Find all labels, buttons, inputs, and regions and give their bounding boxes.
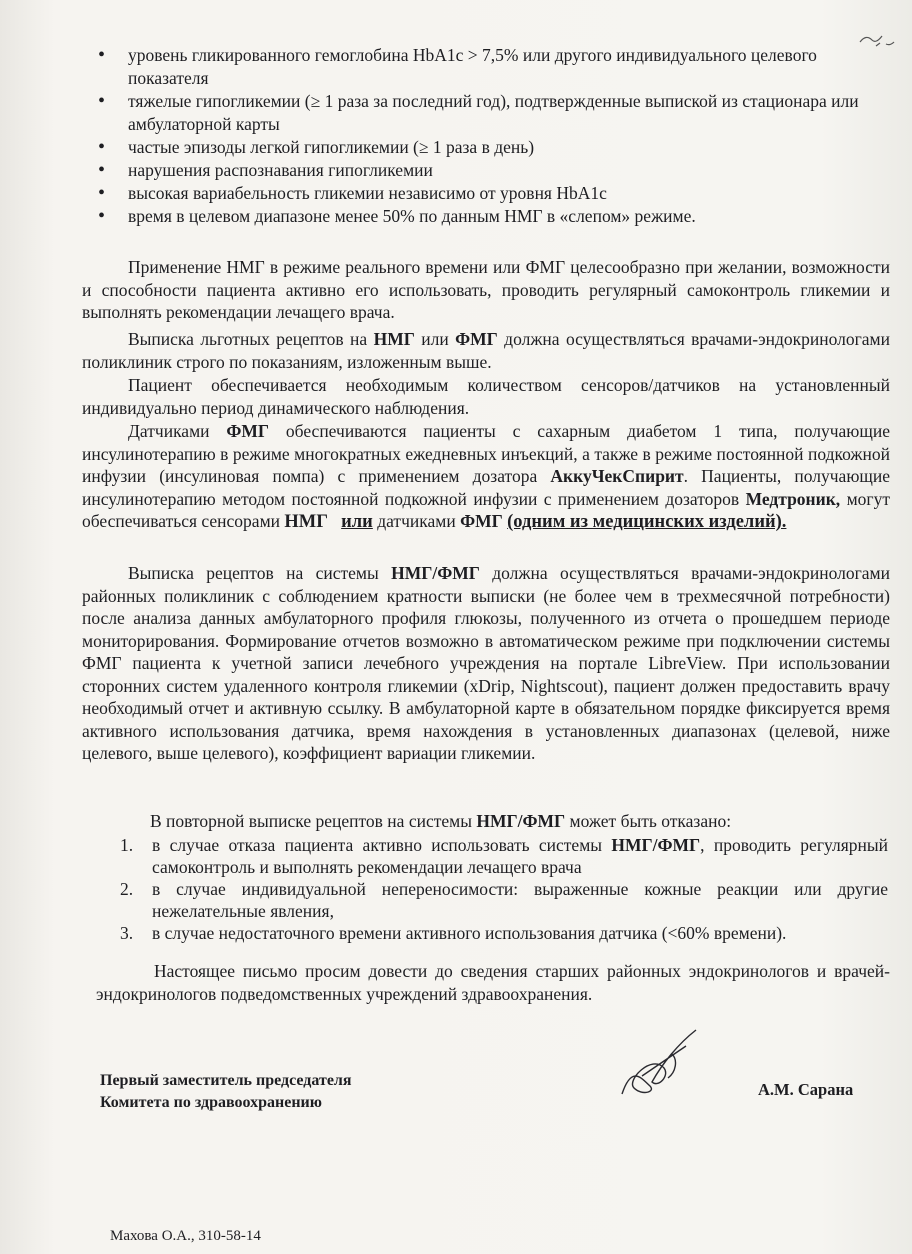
paragraph-fmg-sensors: Датчиками ФМГ обеспечиваются пациенты с сахарным диабетом 1 типа, получающие инсулинотерапию в режиме многократных ежедневных инъекций, а также в режиме постоянной подкожной инфузии (инсулиновая помпа) с применением дозатора АккуЧекСпирит. Пациенты, получающие инсулинотерапию методом постоянной подкожной инфузии с применением дозаторов Медтроник, могут обеспечиваться сенсорами НМГ или датчиками ФМГ (одним из медицинских изделий).	[82, 421, 890, 532]
paragraph-prescription-rules: Выписка рецептов на системы НМГ/ФМГ должна осуществляться врачами-эндокринологами районных поликлиник с соблюдением кратности выписки (не более чем в трехмесячной потребности) после анализа данных амбулаторного профиля глюкозы, полученного из отчета о прошедшем периоде мониторирования. Формирование отчетов возможно в автоматическом режиме при подключении системы ФМГ пациента к учетной записи лечебного учреждения на портале LibreView. При использовании сторонних систем удаленного контроля гликемии (xDrip, Nightscout), пациент должен предоставить врачу необходимый отчет и активную ссылку. В амбулаторной карте в обязательном порядке фиксируется время активного использования датчика, время нахождения в установленных диапазонах (целевой, ниже целевого, выше целевого), коэффициент вариации гликемии.	[82, 563, 890, 763]
criteria-item: • высокая вариабельность гликемии независимо от уровня HbA1c	[98, 182, 898, 205]
paragraph-refusal-intro: В повторной выписке рецептов на системы НМГ/ФМГ может быть отказано:	[150, 811, 732, 831]
paragraph-supply: Пациент обеспечивается необходимым количеством сенсоров/датчиков на установленный индивидуально период динамического наблюдения.	[82, 375, 890, 418]
executor-contact: Махова О.А., 310-58-14	[110, 1228, 261, 1244]
criteria-list	[98, 44, 898, 228]
criteria-item: • тяжелые гипогликемии (≥ 1 раза за последний год), подтвержденные выпиской из стационара или амбулаторной карты	[98, 90, 898, 136]
criteria-item: • время в целевом диапазоне менее 50% по данным НМГ в «слепом» режиме.	[98, 205, 898, 228]
refusal-item: 1. в случае отказа пациента активно использовать системы НМГ/ФМГ, проводить регулярный самоконтроль и выполнять рекомендации лечащего врача	[120, 835, 888, 877]
criteria-item: • частые эпизоды легкой гипогликемии (≥ 1 раза в день)	[98, 136, 898, 159]
handwritten-signature	[612, 1024, 702, 1104]
refusal-list	[120, 834, 888, 944]
criteria-item: • уровень гликированного гемоглобина HbA1c > 7,5% или другого индивидуального целевого показателя	[98, 44, 898, 90]
signatory-title: Первый заместитель председателя Комитета по здравоохранению	[100, 1072, 352, 1111]
criteria-item: • нарушения распознавания гипогликемии	[98, 159, 898, 182]
refusal-item: 2. в случае индивидуальной непереносимости: выраженные кожные реакции или другие нежелательные явления,	[120, 879, 888, 921]
paragraph-realtime-use: Применение НМГ в режиме реального времени или ФМГ целесообразно при желании, возможности и способности пациента активно его использовать, проводить регулярный самоконтроль гликемии и выполнять рекомендации лечащего врача.	[82, 257, 890, 322]
paragraph-prescription: Выписка льготных рецептов на НМГ или ФМГ должна осуществляться врачами-эндокринологами поликлиник строго по показаниям, изложенным выше.	[82, 329, 890, 372]
refusal-item: 3. в случае недостаточного времени активного использования датчика (<60% времени).	[120, 923, 787, 943]
signatory-name: А.М. Сарана	[758, 1080, 854, 1099]
paragraph-distribution: Настоящее письмо просим довести до сведения старших районных эндокринологов и врачей-эндокринологов подведомственных учреждений здравоохранения.	[96, 961, 890, 1004]
